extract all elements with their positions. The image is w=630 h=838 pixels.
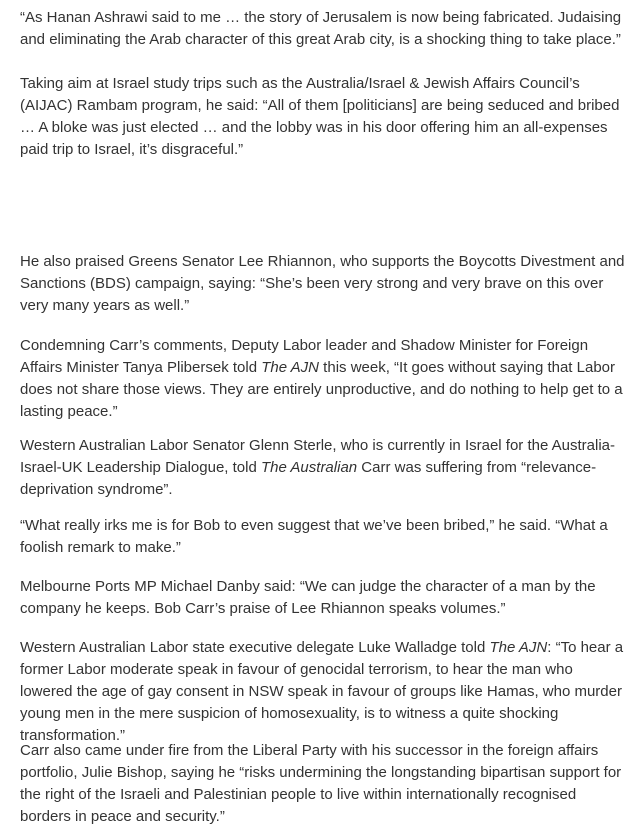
paragraph-text: Taking aim at Israel study trips such as the Australia/Israel & Jewish Affairs Council’s (AIJAC) Rambam program, he said: “All of them [politicians] are being seduced and bribed … A bloke was just elected … and the lobby was in his door offering him an all-expenses paid trip to Israel, it’s disgraceful.” — [20, 75, 620, 158]
article-paragraph — [20, 576, 628, 620]
article-paragraph — [20, 515, 628, 559]
paragraph-text: “As Hanan Ashrawi said to me … the story of Jerusalem is now being fabricated. Judaising and eliminating the Arab character of this great Arab city, is a shocking thing to take place.” — [20, 9, 622, 48]
paragraph-text: this week, “It goes without saying that Labor does not share those views. They are entirely unproductive, and do nothing to help get to a lasting peace.” — [20, 359, 623, 420]
paragraph-text: Western Australian Labor state executive delegate Luke Walladge told — [20, 639, 490, 656]
publication-name: The Australian — [260, 459, 358, 476]
article-paragraph — [20, 637, 628, 747]
article-paragraph — [20, 435, 628, 501]
paragraph-text: : “To hear a former Labor moderate speak in favour of genocidal terrorism, to hear the man who lowered the age of gay consent in NSW speak in favour of groups like Hamas, who murder young men in the mere suspicion of homosexuality, is to witness a quite shocking transformation.” — [20, 639, 624, 744]
paragraph-text: “What really irks me is for Bob to even suggest that we’ve been bribed,” he said. “What a foolish remark to make.” — [20, 517, 608, 556]
article-paragraph — [20, 73, 628, 161]
paragraph-text: Carr also came under fire from the Liberal Party with his successor in the foreign affairs portfolio, Julie Bishop, saying he “risks undermining the longstanding bipartisan support for the right of the Israeli and Palestinian people to live within internationally recognised borders in peace and security.” — [20, 742, 622, 825]
article-paragraph — [20, 335, 628, 423]
paragraph-text: Condemning Carr’s comments, Deputy Labor leader and Shadow Minister for Foreign Affairs Minister Tanya Plibersek told — [20, 337, 589, 376]
article-paragraph — [20, 740, 628, 828]
publication-name: The AJN — [261, 359, 320, 376]
paragraph-text: Carr was suffering from “relevance-deprivation syndrome”. — [20, 459, 597, 498]
article-paragraph — [20, 251, 628, 317]
publication-name: The AJN — [489, 639, 548, 656]
paragraph-text: He also praised Greens Senator Lee Rhiannon, who supports the Boycotts Divestment and Sanctions (BDS) campaign, saying: “She’s been very strong and very brave on this over very many years as well.” — [20, 253, 625, 314]
article-paragraph — [20, 7, 628, 51]
paragraph-text: Western Australian Labor Senator Glenn Sterle, who is currently in Israel for the Australia-Israel-UK Leadership Dialogue, told — [20, 437, 616, 476]
paragraph-text: Melbourne Ports MP Michael Danby said: “We can judge the character of a man by the company he keeps. Bob Carr’s praise of Lee Rhiannon speaks volumes.” — [20, 578, 596, 617]
